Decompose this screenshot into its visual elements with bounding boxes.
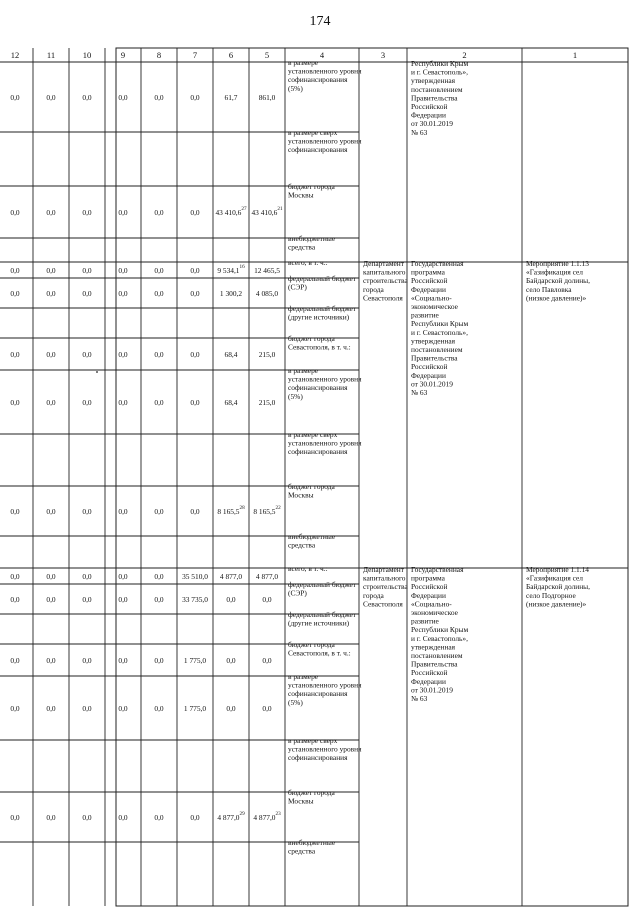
value-col-10-group (82, 350, 92, 359)
value-col-10-group (82, 813, 92, 822)
funding-source: бюджет города Севастополя, в т. ч.: (288, 640, 351, 658)
value-col-11-group (46, 208, 56, 217)
funding-source-group (288, 580, 357, 598)
value-col-8-group (154, 350, 164, 359)
program-name: Государственная программа Российской Федерации «Социально-экономическое развитие Республики Крым и г. Севастополь», утвержденная постановлением Правительства Российской Федерации от 30.01.2019 № 63 (411, 565, 469, 703)
value-col-8-group (154, 289, 164, 298)
value-col-9-group (118, 813, 128, 822)
value-col-10: 0,0 (82, 92, 92, 102)
funding-source: в размере установленного уровня софинансирования (5%) (288, 672, 362, 707)
value-col-12-group (10, 93, 20, 102)
column-number: 3 (380, 50, 386, 60)
funding-source: бюджет города Москвы (288, 482, 335, 500)
value-col-12-group (10, 208, 20, 217)
value-col-11-group (46, 350, 56, 359)
value-col-6: 0,0 (226, 594, 236, 604)
value-col-12: 0,0 (10, 207, 20, 217)
value-col-9-group (118, 572, 128, 581)
value-col-9: 0,0 (118, 703, 128, 713)
value-col-6-group (217, 264, 245, 275)
funding-source: бюджет города Москвы (288, 182, 335, 200)
value-col-8: 0,0 (154, 397, 164, 407)
value-col-9: 0,0 (118, 506, 128, 516)
funding-source-group (288, 564, 328, 573)
value-col-9: 0,0 (118, 288, 128, 298)
value-col-7-group (184, 656, 206, 665)
value-col-6-group (217, 811, 245, 822)
funding-source: всего, в т. ч.: (288, 564, 328, 573)
funding-source: федеральный бюджет (другие источники) (288, 304, 357, 322)
value-col-6: 68,4 (224, 397, 238, 407)
value-col-6-group (226, 704, 236, 713)
value-col-9-group (118, 656, 128, 665)
value-col-6-group (226, 656, 236, 665)
value-col-8: 0,0 (154, 207, 164, 217)
value-col-12: 0,0 (10, 655, 20, 665)
value-col-7-group (190, 507, 200, 516)
value-col-11-group (46, 507, 56, 516)
executor-name: Департамент капитального строительства города Севастополя (363, 565, 408, 609)
value-col-7-group (190, 398, 200, 407)
value-col-10: 0,0 (82, 812, 92, 822)
value-col-5-group (259, 93, 276, 102)
value-col-5-group (253, 811, 281, 822)
funding-source: внебюджетные средства (288, 838, 336, 856)
value-col-10-group (82, 289, 92, 298)
value-col-10-group (82, 208, 92, 217)
value-col-5-group (253, 505, 281, 516)
funding-source: федеральный бюджет (другие источники) (288, 610, 357, 628)
column-number: 10 (82, 50, 92, 60)
value-col-7: 1 775,0 (183, 703, 207, 713)
program-name-group (411, 565, 469, 703)
value-col-6-group (217, 505, 245, 516)
value-col-9: 0,0 (118, 207, 128, 217)
value-col-11: 0,0 (46, 506, 56, 516)
value-col-9: 0,0 (118, 812, 128, 822)
value-col-12-group (10, 350, 20, 359)
value-col-7-group (182, 572, 208, 581)
value-col-6-group (220, 572, 242, 581)
value-col-11-group (46, 93, 56, 102)
value-col-8-group (154, 208, 164, 217)
value-col-6: 43 410,6$^{27}$ (215, 206, 247, 217)
value-col-7-group (190, 813, 200, 822)
value-col-10-group (82, 93, 92, 102)
value-col-11: 0,0 (46, 655, 56, 665)
value-col-6: 61,7 (224, 92, 238, 102)
funding-source: бюджет города Москвы (288, 788, 335, 806)
value-col-11-group (46, 704, 56, 713)
value-col-12: 0,0 (10, 812, 20, 822)
funding-source: в размере установленного уровня софинансирования (5%) (288, 58, 362, 93)
value-col-8: 0,0 (154, 571, 164, 581)
value-col-12-group (10, 704, 20, 713)
value-col-10-group (82, 507, 92, 516)
funding-source-group (288, 334, 351, 352)
value-col-10: 0,0 (82, 703, 92, 713)
value-col-7: 0,0 (190, 92, 200, 102)
value-col-10: 0,0 (82, 594, 92, 604)
value-col-8: 0,0 (154, 92, 164, 102)
funding-source: в размере сверх установленного уровня софинансирования (288, 128, 362, 155)
value-col-5-group (254, 266, 280, 275)
value-col-5: 43 410,6$^{21}$ (251, 206, 283, 217)
value-col-12: 0,0 (10, 703, 20, 713)
column-number: 9 (120, 50, 126, 60)
value-col-11: 0,0 (46, 92, 56, 102)
value-col-8-group (154, 507, 164, 516)
value-col-11: 0,0 (46, 594, 56, 604)
value-col-12: 0,0 (10, 265, 20, 275)
program-name-group (411, 259, 469, 397)
value-col-9-group (118, 704, 128, 713)
value-col-10: 0,0 (82, 265, 92, 275)
value-col-11: 0,0 (46, 349, 56, 359)
value-col-8: 0,0 (154, 506, 164, 516)
value-col-11-group (46, 398, 56, 407)
value-col-6: 4 877,0$^{29}$ (217, 811, 245, 822)
value-col-8: 0,0 (154, 288, 164, 298)
value-col-10: 0,0 (82, 397, 92, 407)
funding-source-group (288, 234, 336, 252)
value-col-6-group (220, 289, 242, 298)
value-col-7: 0,0 (190, 812, 200, 822)
value-col-10-group (82, 595, 92, 604)
value-col-5: 0,0 (262, 594, 272, 604)
value-col-10-group (82, 266, 92, 275)
measure-name: Мероприятие 1.1.13 «Газификация сел Байдарской долины, село Павловка (низкое давление)» (526, 259, 590, 303)
column-number: 6 (228, 50, 234, 60)
value-col-8-group (154, 656, 164, 665)
value-col-5: 215,0 (258, 349, 276, 359)
value-col-5-group (251, 206, 282, 217)
scan-speck (96, 371, 98, 373)
value-col-8-group (154, 398, 164, 407)
value-col-12: 0,0 (10, 506, 20, 516)
funding-source: внебюджетные средства (288, 234, 336, 252)
funding-source: в размере сверх установленного уровня софинансирования (288, 736, 362, 763)
value-col-6-group (225, 350, 238, 359)
value-col-10-group (82, 656, 92, 665)
value-col-12: 0,0 (10, 594, 20, 604)
value-col-7-group (190, 266, 200, 275)
value-col-10: 0,0 (82, 506, 92, 516)
value-col-6-group (225, 93, 238, 102)
funding-source-group (288, 58, 362, 93)
value-col-5: 8 165,5$^{22}$ (253, 505, 281, 516)
value-col-5: 861,0 (258, 92, 276, 102)
value-col-6: 0,0 (226, 703, 236, 713)
value-col-11-group (46, 289, 56, 298)
value-col-11: 0,0 (46, 397, 56, 407)
value-col-12: 0,0 (10, 92, 20, 102)
value-col-6: 68,4 (224, 349, 238, 359)
funding-source: внебюджетные средства (288, 532, 336, 550)
table-outline (116, 48, 628, 906)
value-col-9: 0,0 (118, 655, 128, 665)
measure-name: Мероприятие 1.1.14 «Газификация сел Байдарской долины, село Подгорное (низкое давление)» (526, 565, 590, 609)
value-col-7-group (190, 208, 200, 217)
funding-source-group (288, 304, 357, 322)
measure-name-group (526, 259, 590, 302)
value-col-9: 0,0 (118, 92, 128, 102)
value-col-11: 0,0 (46, 812, 56, 822)
executor-name-group (363, 565, 408, 608)
value-col-10: 0,0 (82, 349, 92, 359)
value-col-9-group (118, 289, 128, 298)
value-col-5: 0,0 (262, 655, 272, 665)
value-col-11-group (46, 656, 56, 665)
value-col-9: 0,0 (118, 571, 128, 581)
value-col-5-group (262, 595, 272, 604)
value-col-11: 0,0 (46, 288, 56, 298)
value-col-6-group (215, 206, 246, 217)
value-col-5-group (262, 656, 272, 665)
table-cells (0, 50, 590, 856)
value-col-9-group (118, 595, 128, 604)
value-col-11-group (46, 595, 56, 604)
value-col-10-group (82, 572, 92, 581)
funding-source-group (288, 274, 357, 292)
value-col-10-group (82, 704, 92, 713)
value-col-6: 8 165,5$^{28}$ (217, 505, 245, 516)
measure-name-group (526, 565, 590, 608)
value-col-8-group (154, 572, 164, 581)
program-name-group (411, 59, 469, 137)
value-col-12: 0,0 (10, 288, 20, 298)
value-col-11: 0,0 (46, 571, 56, 581)
funding-source-group (288, 672, 362, 707)
value-col-11: 0,0 (46, 207, 56, 217)
value-col-7-group (184, 704, 206, 713)
value-col-7: 0,0 (190, 349, 200, 359)
value-col-11-group (46, 266, 56, 275)
column-number: 7 (192, 50, 198, 60)
value-col-7: 0,0 (190, 397, 200, 407)
value-col-12: 0,0 (10, 349, 20, 359)
value-col-10-group (82, 398, 92, 407)
value-col-12: 0,0 (10, 397, 20, 407)
funding-source: всего, в т. ч.: (288, 258, 328, 267)
funding-source-group (288, 366, 362, 401)
value-col-5: 4 877,0$^{23}$ (253, 811, 281, 822)
value-col-8-group (154, 704, 164, 713)
executor-name-group (363, 259, 408, 302)
value-col-12-group (10, 813, 20, 822)
value-col-12-group (10, 398, 20, 407)
value-col-8-group (154, 595, 164, 604)
value-col-11-group (46, 572, 56, 581)
value-col-9: 0,0 (118, 265, 128, 275)
funding-source-group (288, 640, 351, 658)
value-col-12-group (10, 572, 20, 581)
value-col-5: 0,0 (262, 703, 272, 713)
value-col-6: 1 300,2 (219, 288, 243, 298)
value-col-7: 33 735,0 (182, 594, 208, 604)
value-col-6: 9 534,1$^{16}$ (217, 264, 245, 275)
value-col-5-group (259, 350, 276, 359)
value-col-7-group (190, 289, 200, 298)
value-col-12-group (10, 266, 20, 275)
value-col-8: 0,0 (154, 703, 164, 713)
table-grid (0, 48, 628, 906)
funding-source: бюджет города Севастополя, в т. ч.: (288, 334, 351, 352)
value-col-7: 0,0 (190, 288, 200, 298)
value-col-12-group (10, 595, 20, 604)
value-col-12-group (10, 289, 20, 298)
column-number: 2 (462, 50, 467, 60)
funding-source-group (288, 258, 328, 267)
value-col-5: 4 877,0 (255, 571, 279, 581)
funding-source: федеральный бюджет (СЭР) (288, 274, 357, 292)
value-col-12-group (10, 507, 20, 516)
value-col-10: 0,0 (82, 655, 92, 665)
funding-source: в размере установленного уровня софинансирования (5%) (288, 366, 362, 401)
funding-source-group (288, 610, 357, 628)
value-col-7: 1 775,0 (183, 655, 207, 665)
value-col-5-group (262, 704, 272, 713)
value-col-10: 0,0 (82, 207, 92, 217)
column-number: 11 (46, 50, 56, 60)
value-col-9-group (118, 93, 128, 102)
program-name: Государственная программа Российской Федерации «Социально-экономическое развитие Республики Крым и г. Севастополь», утвержденная постановлением Правительства Российской Федерации от 30.01.2019 № 63 (411, 259, 469, 397)
value-col-6-group (225, 398, 238, 407)
value-col-10: 0,0 (82, 571, 92, 581)
program-name: Республики Крым и г. Севастополь», утвержденная постановлением Правительства Российской Федерации от 30.01.2019 № 63 (411, 59, 469, 137)
funding-source-group (288, 788, 336, 806)
value-col-9-group (118, 398, 128, 407)
table-rotated-landscape (0, 48, 628, 906)
value-col-7: 0,0 (190, 506, 200, 516)
funding-source-group (288, 532, 336, 550)
value-col-5: 12 465,5 (254, 265, 280, 275)
value-col-8: 0,0 (154, 655, 164, 665)
value-col-5: 215,0 (258, 397, 276, 407)
value-col-7: 0,0 (190, 265, 200, 275)
value-col-7-group (190, 93, 200, 102)
value-col-9-group (118, 507, 128, 516)
value-col-5: 4 085,0 (255, 288, 279, 298)
value-col-9-group (118, 266, 128, 275)
funding-source-group (288, 838, 336, 856)
value-col-7: 0,0 (190, 207, 200, 217)
funding-source-group (288, 182, 336, 200)
value-col-8-group (154, 813, 164, 822)
funding-source-group (288, 482, 336, 500)
value-col-9: 0,0 (118, 397, 128, 407)
value-col-6: 0,0 (226, 655, 236, 665)
column-number: 12 (10, 50, 20, 60)
value-col-7: 35 510,0 (182, 571, 208, 581)
value-col-12: 0,0 (10, 571, 20, 581)
value-col-11: 0,0 (46, 265, 56, 275)
executor-name: Департамент капитального строительства города Севастополя (363, 259, 408, 303)
value-col-12-group (10, 656, 20, 665)
value-col-5-group (259, 398, 276, 407)
value-col-9: 0,0 (118, 349, 128, 359)
value-col-10: 0,0 (82, 288, 92, 298)
value-col-6: 4 877,0 (219, 571, 243, 581)
page-number: 174 (309, 14, 331, 29)
value-col-7-group (190, 350, 200, 359)
value-col-5-group (256, 572, 278, 581)
value-col-6-group (226, 595, 236, 604)
value-col-9: 0,0 (118, 594, 128, 604)
column-number: 4 (319, 50, 325, 60)
value-col-8-group (154, 266, 164, 275)
funding-source: в размере сверх установленного уровня софинансирования (288, 430, 362, 457)
funding-source: федеральный бюджет (СЭР) (288, 580, 357, 598)
column-number: 1 (572, 50, 578, 60)
value-col-8-group (154, 93, 164, 102)
value-col-9-group (118, 350, 128, 359)
value-col-11: 0,0 (46, 703, 56, 713)
value-col-8: 0,0 (154, 349, 164, 359)
value-col-11-group (46, 813, 56, 822)
value-col-5-group (256, 289, 278, 298)
value-col-7-group (182, 595, 208, 604)
column-number: 8 (156, 50, 162, 60)
value-col-8: 0,0 (154, 594, 164, 604)
column-number: 5 (264, 50, 270, 60)
value-col-8: 0,0 (154, 265, 164, 275)
value-col-9-group (118, 208, 128, 217)
value-col-8: 0,0 (154, 812, 164, 822)
